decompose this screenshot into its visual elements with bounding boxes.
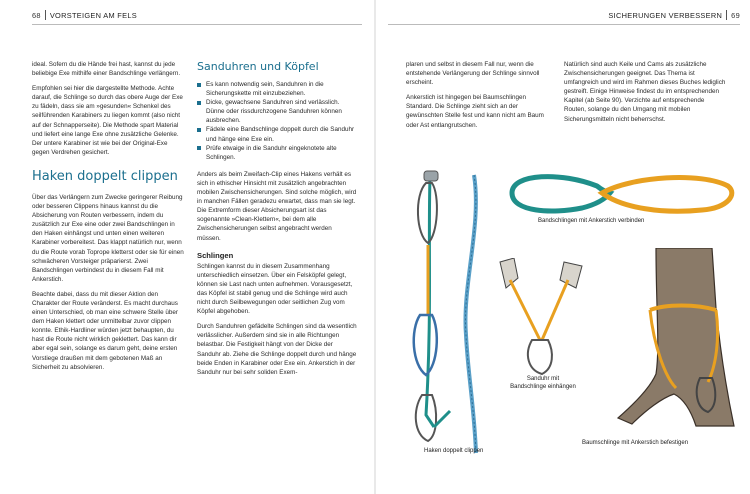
section-heading-sanduhren: Sanduhren und Köpfel <box>197 60 319 73</box>
paragraph: Über das Verlängern zum Zwecke geringerer Reibung oder besseren Clippens hinaus kannst du die Absicherung von Routen verbessern, indem du zusätzlich zur Exe eine oder zwei Bandschlingen in den Haken einhängst und unten einen weiteren Karabiner vorbereitest. Das klappt natürlich nur, wenn du die Route vorab Toprope kletterst oder sie für einen schwächeren Vorsteiger präparierst. Zwei Bandschlingen verbindest du in diesem Fall mit Ankerstich. <box>32 193 184 283</box>
paragraph: plaren und selbst in diesem Fall nur, wenn die entstehende Verlängerung der Schlinge sinnvoll erscheint. <box>406 61 540 87</box>
running-header-right <box>608 8 740 22</box>
paragraph: ideal. Sofern du die Hände frei hast, kannst du jede beliebige Exe mithilfe einer Bandschlinge verlängern. <box>32 61 181 78</box>
list-item: Es kann notwendig sein, Sanduhren in die Sicherungskette mit einzubeziehen. <box>197 80 357 98</box>
paragraph: Natürlich sind auch Keile und Cams als zusätzliche Zwischensicherungen geeignet. Das Thema ist umfangreich und wird im Rahmen dieses Buches lediglich gestreift. Einige Hinweise findest du im entsprechenden Kapitel (ab Seite 90). Verzichte auf entsprechende Routen, solange du den Umgang mit mobilen Sicherungsmitteln nicht beherrschst. <box>564 61 726 123</box>
running-title-left: VORSTEIGEN AM FELS <box>49 10 137 20</box>
list-item: Prüfe etwaige in die Sanduhr eingeknotete alte Schlingen. <box>197 144 357 162</box>
illustration-sanduhr <box>496 258 586 378</box>
header-rule-left <box>32 24 362 25</box>
text-column-3 <box>406 60 554 136</box>
illustration-bandschlingen <box>502 168 742 218</box>
list-item: Fädele eine Bandschlinge doppelt durch die Sanduhr und hänge eine Exe ein. <box>197 125 357 143</box>
running-title-right: SICHERUNGEN VERBESSERN <box>608 10 723 20</box>
caption-baum: Baumschlinge mit Ankerstich befestigen <box>582 440 689 446</box>
left-page <box>0 0 374 494</box>
paragraph: Anders als beim Zweifach-Clip eines Hakens verhält es sich in ethischer Hinsicht mit zusätzlich angebrachten mobilen Zwischensicherungen. Sind solche möglich, wird in manchen Fällen geradezu erwartet, dass man sie legt. Die Extremform dieser Absicherungsart ist das sogenannte »Clean-Klettern«, bei dem alle Zwischensicherungen selbst angebracht werden müssen. <box>197 170 357 242</box>
header-divider <box>45 10 46 20</box>
text-column-4 <box>564 60 728 130</box>
section-heading-haken: Haken doppelt clippen <box>32 168 178 184</box>
caption-haken: Haken doppelt clippen <box>424 448 484 454</box>
page-number-left: 68 <box>32 10 41 20</box>
caption-sanduhr: Sanduhr mit Bandschlinge einhängen <box>510 376 576 390</box>
header-divider <box>726 10 727 20</box>
caption-bandschlingen: Bandschlingen mit Ankerstich verbinden <box>538 218 645 224</box>
paragraph: Schlingen kannst du in diesem Zusammenhang unterschiedlich einsetzen. Über ein Felsköpfel gelegt, können sie Last nach unten aufnehmen. Vorausgesetzt, das Köpfel ist stabil genug und die Schlinge wird auch nicht durch Seilbewegungen oder seitlichen Zug vom Köpfel abgehoben. <box>197 262 353 316</box>
header-rule-right <box>388 24 740 25</box>
paragraph: Durch Sanduhren gefädelte Schlingen sind da wesentlich verlässlicher. Außerdem sind sie in alle Richtungen belastbar. Die Festigkeit hängt von der Dicke der Sanduhr ab. Ziehe die Schlinge doppelt durch und hänge beide Enden in Karabiner oder Exe ein. Ankerstich in der Sanduhr nur bei sehr soliden Exem- <box>197 323 357 376</box>
paragraph: Empfohlen sei hier die dargestellte Methode. Achte darauf, die Schlinge so durch das obere Auge der Exe zu fädeln, dass sie am »gesunden« Schenkel des seilführenden Karabiners zu liegen kommt (also nicht auf der Schnapperseite). Die Methode spart Material und liefert eine lange Exe ohne zusätzliche Gelenke. Der untere Karabiner ist wie bei der Original-Exe gegen Verdrehen gesichert. <box>32 85 183 156</box>
paragraph: Beachte dabei, dass du mit dieser Aktion den Charakter der Route veränderst. Es macht durchaus einen Unterschied, ob man eine schwere Stelle über dem Haken klettert oder unmittelbar zuvor clippen konnte. Ethik-Hardliner würden jetzt behaupten, du hast die Route nicht wirklich geklettert. Das kann dir aber egal sein, solange es darum geht, deine ersten Vorstiege draußen mit dem gebotenen Maß an Sicherheit zu absolvieren. <box>32 290 178 371</box>
paragraph: Ankerstich ist hingegen bei Baumschlingen Standard. Die Schlinge zieht sich an der gewünschten Stelle fest und kann nicht am Baum oder Ast entlangrutschen. <box>406 94 544 129</box>
text-column-2 <box>197 60 357 383</box>
right-page <box>376 0 750 494</box>
list-item: Dicke, gewachsene Sanduhren sind verlässlich. Dünne oder rissdurchzogene Sanduhren können ausbrechen. <box>197 98 357 125</box>
page-number-right: 69 <box>731 10 740 20</box>
subheading-schlingen: Schlingen <box>197 250 234 260</box>
illustration-baumschlinge <box>616 248 736 428</box>
bullet-list <box>197 80 357 162</box>
running-header-left <box>32 8 137 22</box>
text-column-1 <box>32 60 184 378</box>
